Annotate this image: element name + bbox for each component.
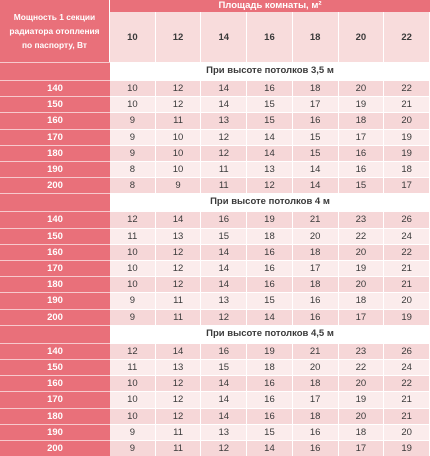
power-value: 150 [0,228,110,244]
sections-count-cell: 14 [247,440,293,456]
sections-count-cell: 17 [293,391,339,407]
sections-count-cell: 9 [156,177,202,193]
sections-count-cell: 16 [247,244,293,260]
sections-count-cell: 26 [384,343,430,359]
sections-count-cell: 9 [110,309,156,325]
section-power-spacer [0,193,110,211]
sections-count-cell: 19 [384,440,430,456]
table-row [0,424,430,440]
power-value: 200 [0,177,110,193]
sections-count-cell: 14 [247,129,293,145]
power-value: 160 [0,112,110,128]
power-value: 150 [0,96,110,112]
power-value: 170 [0,260,110,276]
sections-count-cell: 10 [110,375,156,391]
sections-count-cell: 17 [384,177,430,193]
table-row [0,211,430,227]
sections-count-cell: 19 [339,260,385,276]
sections-count-cell: 13 [201,112,247,128]
sections-count-cell: 21 [293,211,339,227]
table-row [0,375,430,391]
sections-count-cell: 18 [247,228,293,244]
sections-count-cell: 19 [247,343,293,359]
power-value: 190 [0,292,110,308]
sections-count-cell: 24 [384,359,430,375]
sections-count-cell: 18 [339,292,385,308]
sections-count-cell: 16 [247,80,293,96]
table-row [0,145,430,161]
sections-count-cell: 22 [339,228,385,244]
sections-count-cell: 15 [293,145,339,161]
sections-count-cell: 14 [247,309,293,325]
table-row [0,80,430,96]
sections-count-cell: 13 [247,161,293,177]
sections-count-cell: 16 [247,408,293,424]
sections-count-cell: 20 [384,424,430,440]
section-header-row [0,62,430,80]
area-column-header: 14 [201,12,247,62]
sections-count-cell: 12 [156,80,202,96]
sections-count-cell: 18 [293,80,339,96]
sections-count-cell: 15 [247,96,293,112]
power-header-line: Мощность 1 секции [13,12,96,22]
sections-count-cell: 10 [110,408,156,424]
sections-count-cell: 9 [110,440,156,456]
area-column-header: 22 [384,12,430,62]
sections-count-cell: 19 [339,96,385,112]
sections-count-cell: 16 [247,391,293,407]
sections-count-cell: 14 [201,80,247,96]
sections-count-cell: 9 [110,112,156,128]
sections-count-cell: 20 [339,244,385,260]
power-value: 190 [0,424,110,440]
table-row [0,391,430,407]
sections-count-cell: 15 [201,228,247,244]
table-row [0,177,430,193]
sections-count-cell: 21 [293,343,339,359]
table-row [0,260,430,276]
section-label: При высоте потолков 4,5 м [110,325,430,343]
sections-count-cell: 19 [384,145,430,161]
sections-count-cell: 9 [110,129,156,145]
sections-count-cell: 20 [339,80,385,96]
table-row [0,292,430,308]
sections-count-cell: 18 [293,244,339,260]
sections-count-cell: 19 [247,211,293,227]
sections-count-cell: 21 [384,96,430,112]
sections-count-cell: 12 [156,244,202,260]
sections-count-cell: 14 [201,96,247,112]
sections-count-cell: 8 [110,161,156,177]
sections-count-cell: 23 [339,343,385,359]
sections-count-cell: 13 [156,228,202,244]
sections-count-cell: 17 [293,96,339,112]
sections-count-cell: 20 [339,276,385,292]
sections-count-cell: 16 [293,440,339,456]
sections-count-cell: 11 [201,161,247,177]
sections-count-cell: 21 [384,260,430,276]
power-value: 200 [0,309,110,325]
sections-count-cell: 17 [293,260,339,276]
table-row [0,309,430,325]
section-label: При высоте потолков 3,5 м [110,62,430,80]
sections-count-cell: 8 [110,177,156,193]
sections-count-cell: 11 [201,177,247,193]
sections-count-cell: 24 [384,228,430,244]
sections-count-cell: 13 [156,359,202,375]
area-column-header: 18 [293,12,339,62]
table-row [0,96,430,112]
sections-count-cell: 19 [339,391,385,407]
sections-count-cell: 16 [247,375,293,391]
sections-count-cell: 14 [247,145,293,161]
sections-count-cell: 13 [201,292,247,308]
sections-count-cell: 22 [339,359,385,375]
sections-count-cell: 9 [110,424,156,440]
sections-count-cell: 11 [110,228,156,244]
sections-count-cell: 17 [339,129,385,145]
sections-count-cell: 18 [293,375,339,391]
table-header [0,0,430,62]
area-column-header: 12 [156,12,202,62]
sections-count-cell: 20 [339,375,385,391]
sections-count-cell: 12 [201,129,247,145]
sections-count-cell: 10 [110,260,156,276]
sections-count-cell: 18 [247,359,293,375]
table-row [0,408,430,424]
power-value: 170 [0,129,110,145]
sections-count-cell: 9 [110,292,156,308]
sections-count-cell: 10 [110,96,156,112]
sections-count-cell: 12 [110,343,156,359]
sections-count-cell: 12 [201,309,247,325]
table-row [0,228,430,244]
sections-count-cell: 12 [247,177,293,193]
sections-count-cell: 20 [384,292,430,308]
sections-count-cell: 12 [156,391,202,407]
sections-count-cell: 18 [293,276,339,292]
sections-count-cell: 14 [156,211,202,227]
power-value: 190 [0,161,110,177]
sections-count-cell: 16 [293,424,339,440]
sections-count-cell: 22 [384,80,430,96]
sections-count-cell: 14 [201,408,247,424]
table-row [0,359,430,375]
sections-count-cell: 12 [156,96,202,112]
sections-count-cell: 15 [247,112,293,128]
sections-count-cell: 14 [201,276,247,292]
sections-count-cell: 20 [384,112,430,128]
sections-count-cell: 14 [201,391,247,407]
sections-count-cell: 16 [293,112,339,128]
sections-count-cell: 16 [339,145,385,161]
section-label: При высоте потолков 4 м [110,193,430,211]
sections-count-cell: 26 [384,211,430,227]
sections-count-cell: 18 [293,408,339,424]
sections-count-cell: 11 [156,440,202,456]
sections-count-cell: 9 [110,145,156,161]
sections-count-cell: 16 [201,343,247,359]
sections-count-cell: 12 [156,276,202,292]
sections-count-cell: 12 [156,408,202,424]
section-power-spacer [0,62,110,80]
sections-count-cell: 10 [110,391,156,407]
sections-count-cell: 16 [247,276,293,292]
sections-count-cell: 10 [156,161,202,177]
power-header-line: по паспорту, Вт [21,40,88,50]
table-row [0,161,430,177]
sections-count-cell: 15 [247,292,293,308]
sections-count-cell: 12 [110,211,156,227]
table-row [0,440,430,456]
sections-count-cell: 14 [293,177,339,193]
sections-count-cell: 10 [110,244,156,260]
sections-count-cell: 18 [384,161,430,177]
power-value: 140 [0,211,110,227]
power-value: 170 [0,391,110,407]
sections-count-cell: 21 [384,276,430,292]
table-row [0,276,430,292]
power-value: 180 [0,408,110,424]
sections-count-cell: 17 [339,309,385,325]
sections-count-cell: 11 [110,359,156,375]
sections-count-cell: 14 [201,260,247,276]
sections-count-cell: 15 [247,424,293,440]
sections-count-cell: 18 [339,424,385,440]
area-column-header: 20 [339,12,385,62]
sections-count-cell: 11 [156,424,202,440]
sections-count-cell: 20 [339,408,385,424]
power-value: 160 [0,375,110,391]
table-row [0,129,430,145]
area-header-title: Площадь комнаты, м² [110,0,430,12]
power-value: 180 [0,276,110,292]
sections-count-cell: 14 [293,161,339,177]
sections-count-cell: 10 [110,80,156,96]
section-power-spacer [0,325,110,343]
sections-count-cell: 18 [339,112,385,128]
sections-count-cell: 11 [156,112,202,128]
sections-count-cell: 15 [201,359,247,375]
sections-count-cell: 16 [293,292,339,308]
sections-count-cell: 12 [156,375,202,391]
power-value: 140 [0,343,110,359]
sections-count-cell: 12 [201,145,247,161]
sections-count-cell: 21 [384,391,430,407]
section-header-row [0,193,430,211]
table-row [0,244,430,260]
section-header-row [0,325,430,343]
sections-count-cell: 20 [293,228,339,244]
sections-count-cell: 10 [110,276,156,292]
area-column-header: 10 [110,12,156,62]
sections-count-cell: 14 [201,375,247,391]
table-row [0,112,430,128]
sections-count-cell: 13 [201,424,247,440]
table-body [0,62,430,456]
sections-count-cell: 21 [384,408,430,424]
sections-count-cell: 11 [156,309,202,325]
sections-count-cell: 16 [339,161,385,177]
sections-count-cell: 15 [339,177,385,193]
sections-count-cell: 12 [201,440,247,456]
sections-count-cell: 19 [384,309,430,325]
power-value: 180 [0,145,110,161]
sections-count-cell: 16 [247,260,293,276]
power-column-header [0,0,110,62]
sections-count-cell: 23 [339,211,385,227]
sections-count-cell: 22 [384,375,430,391]
sections-count-cell: 19 [384,129,430,145]
power-value: 160 [0,244,110,260]
sections-count-cell: 16 [201,211,247,227]
table-row [0,343,430,359]
power-value: 140 [0,80,110,96]
sections-count-cell: 11 [156,292,202,308]
sections-count-cell: 12 [156,260,202,276]
sections-count-cell: 10 [156,145,202,161]
power-header-line: радиатора отопления [9,26,100,36]
sections-count-cell: 17 [339,440,385,456]
sections-count-cell: 16 [293,309,339,325]
area-column-header: 16 [247,12,293,62]
sections-count-cell: 15 [293,129,339,145]
sections-count-cell: 20 [293,359,339,375]
sections-count-cell: 10 [156,129,202,145]
power-value: 150 [0,359,110,375]
sections-count-cell: 14 [201,244,247,260]
sections-count-cell: 14 [156,343,202,359]
sections-count-cell: 22 [384,244,430,260]
power-value: 200 [0,440,110,456]
